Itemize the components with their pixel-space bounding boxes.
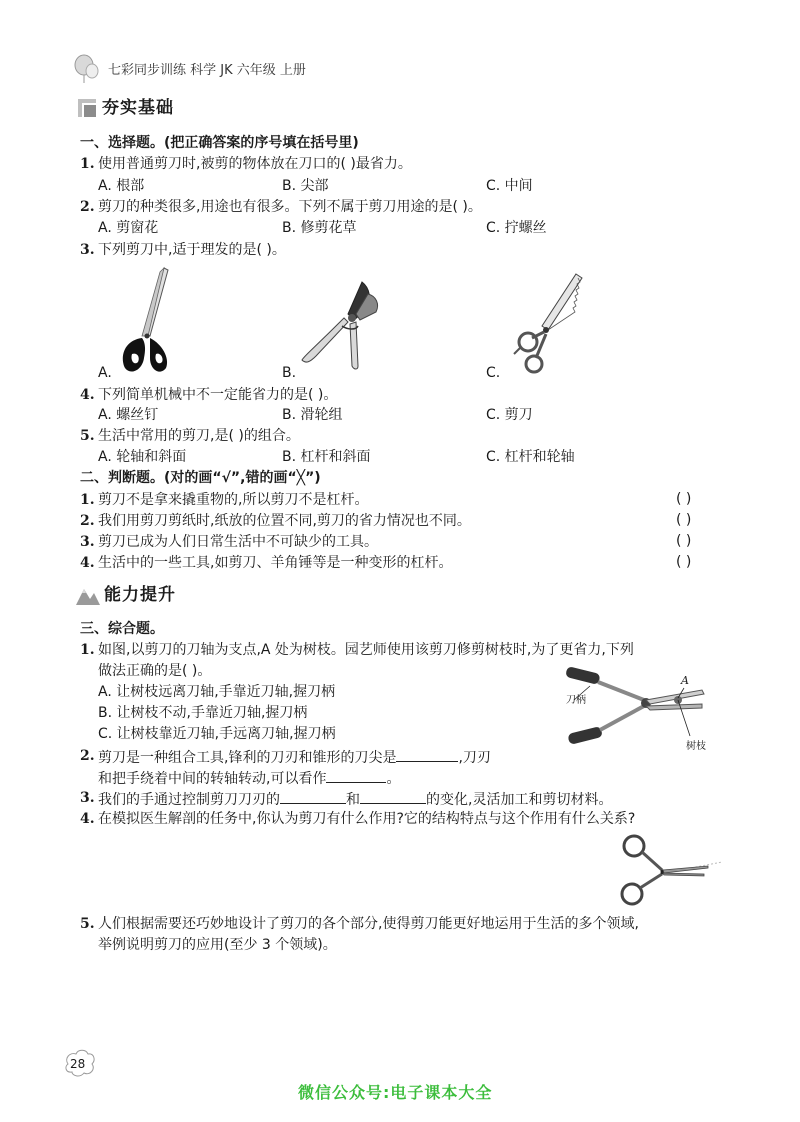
question-text: 举例说明剪刀的应用(至少 3 个领域)。 xyxy=(98,937,337,953)
q3-text-part3: 的变化,灵活加工和剪切材料。 xyxy=(426,792,613,808)
figure-label-handle: 刀柄 xyxy=(566,695,586,706)
question-text: 做法正确的是( )。 xyxy=(98,663,212,679)
option-b: B. 滑轮组 xyxy=(282,407,343,423)
option-c: C. 中间 xyxy=(486,178,533,194)
q-number: 1. xyxy=(80,492,95,508)
option-a: A. 根部 xyxy=(98,178,145,194)
wechat-footer-text: 微信公众号:电子课本大全 xyxy=(298,1083,493,1102)
answer-paren[interactable]: ( ) xyxy=(676,554,692,570)
q-number: 1. xyxy=(80,642,95,658)
page-number: 28 xyxy=(70,1057,86,1071)
question-text: 下列简单机械中不一定能省力的是( )。 xyxy=(98,387,338,403)
fill-blank[interactable] xyxy=(360,789,426,804)
fill-blank[interactable] xyxy=(326,768,386,783)
option-c: C. 拧螺丝 xyxy=(486,220,547,236)
image-label-a: A. xyxy=(98,365,112,381)
question-text: 如图,以剪刀的刀轴为支点,A 处为树枝。园艺师使用该剪刀修剪树枝时,为了更省力,下列 xyxy=(98,642,634,658)
question-text xyxy=(98,789,612,809)
q-number: 4. xyxy=(80,387,95,403)
part1-title: 一、选择题。(把正确答案的序号填在括号里) xyxy=(80,135,359,151)
answer-paren[interactable]: ( ) xyxy=(676,512,692,528)
image-label-b: B. xyxy=(282,365,297,381)
judge-item-text: 剪刀不是拿来撬重物的,所以剪刀不是杠杆。 xyxy=(98,492,369,508)
question-text: 生活中常用的剪刀,是( )的组合。 xyxy=(98,428,300,444)
q-number: 4. xyxy=(80,811,95,827)
figure-label-a: A xyxy=(681,674,689,687)
q-number: 2. xyxy=(80,199,95,215)
image-label-c: C. xyxy=(486,365,501,381)
option-b: B. 杠杆和斜面 xyxy=(282,449,371,465)
q-number: 5. xyxy=(80,428,95,444)
question-text: 在模拟医生解剖的任务中,你认为剪刀有什么作用?它的结构特点与这个作用有什么关系? xyxy=(98,811,636,827)
q-number: 3. xyxy=(80,534,95,550)
fill-blank[interactable] xyxy=(280,789,346,804)
q2-text-part1: 剪刀是一种组合工具,锋利的刀刃和锥形的刀尖是 xyxy=(98,750,397,766)
judge-item-text: 我们用剪刀剪纸时,纸放的位置不同,剪刀的省力情况也不同。 xyxy=(98,513,471,529)
section-title-basics: 夯实基础 xyxy=(102,98,174,118)
mountain-icon xyxy=(76,585,100,605)
scissors-a-image xyxy=(112,266,182,378)
section-title-ability: 能力提升 xyxy=(104,585,176,605)
answer-paren[interactable]: ( ) xyxy=(676,533,692,549)
option-a: A. 剪窗花 xyxy=(98,220,159,236)
option-b: B. 尖部 xyxy=(282,178,329,194)
q-number: 2. xyxy=(80,748,95,764)
q3-text-part1: 我们的手通过控制剪刀刀刃的 xyxy=(98,792,280,808)
q2-text-part2: ,刀刃 xyxy=(458,750,491,766)
answer-paren[interactable]: ( ) xyxy=(676,491,692,507)
option-c: C. 让树枝靠近刀轴,手远离刀轴,握刀柄 xyxy=(98,726,336,742)
q2-text-part4: 。 xyxy=(386,771,401,787)
question-text xyxy=(98,747,491,767)
part2-title: 二、判断题。(对的画“√”,错的画“╳”) xyxy=(80,470,321,486)
question-text: 使用普通剪刀时,被剪的物体放在刀口的( )最省力。 xyxy=(98,156,412,172)
q-number: 4. xyxy=(80,555,95,571)
fill-blank[interactable] xyxy=(396,747,458,762)
option-a: A. 让树枝远离刀轴,手靠近刀轴,握刀柄 xyxy=(98,684,336,700)
judge-item-text: 剪刀已成为人们日常生活中不可缺少的工具。 xyxy=(98,534,378,550)
header-logo-icon xyxy=(72,54,100,84)
option-a: A. 螺丝钉 xyxy=(98,407,159,423)
scissors-c-image xyxy=(506,272,586,378)
q-number: 3. xyxy=(80,242,95,258)
q2-text-part3: 和把手绕着中间的转轴转动,可以看作 xyxy=(98,771,327,787)
question-text: 下列剪刀中,适于理发的是( )。 xyxy=(98,242,286,258)
part3-title: 三、综合题。 xyxy=(80,621,164,637)
figure-label-branch: 树枝 xyxy=(686,741,706,752)
option-c: C. 剪刀 xyxy=(486,407,533,423)
question-text: 人们根据需要还巧妙地设计了剪刀的各个部分,使得剪刀能更好地运用于生活的多个领域, xyxy=(98,916,639,932)
option-c: C. 杠杆和轮轴 xyxy=(486,449,575,465)
q-number: 2. xyxy=(80,513,95,529)
option-b: B. 修剪花草 xyxy=(282,220,357,236)
q3-text-part2: 和 xyxy=(346,792,360,808)
q-number: 1. xyxy=(80,156,95,172)
scissors-b-image xyxy=(296,280,386,372)
question-text xyxy=(98,768,400,788)
option-b: B. 让树枝不动,手靠近刀轴,握刀柄 xyxy=(98,705,308,721)
option-a: A. 轮轴和斜面 xyxy=(98,449,187,465)
header-text: 七彩同步训练 科学 JK 六年级 上册 xyxy=(108,63,306,78)
q-number: 3. xyxy=(80,790,95,806)
judge-item-text: 生活中的一些工具,如剪刀、羊角锤等是一种变形的杠杆。 xyxy=(98,555,453,571)
surgical-scissors-figure xyxy=(612,832,724,910)
question-text: 剪刀的种类很多,用途也有很多。下列不属于剪刀用途的是( )。 xyxy=(98,199,482,215)
section-icon xyxy=(78,99,96,117)
q-number: 5. xyxy=(80,916,95,932)
